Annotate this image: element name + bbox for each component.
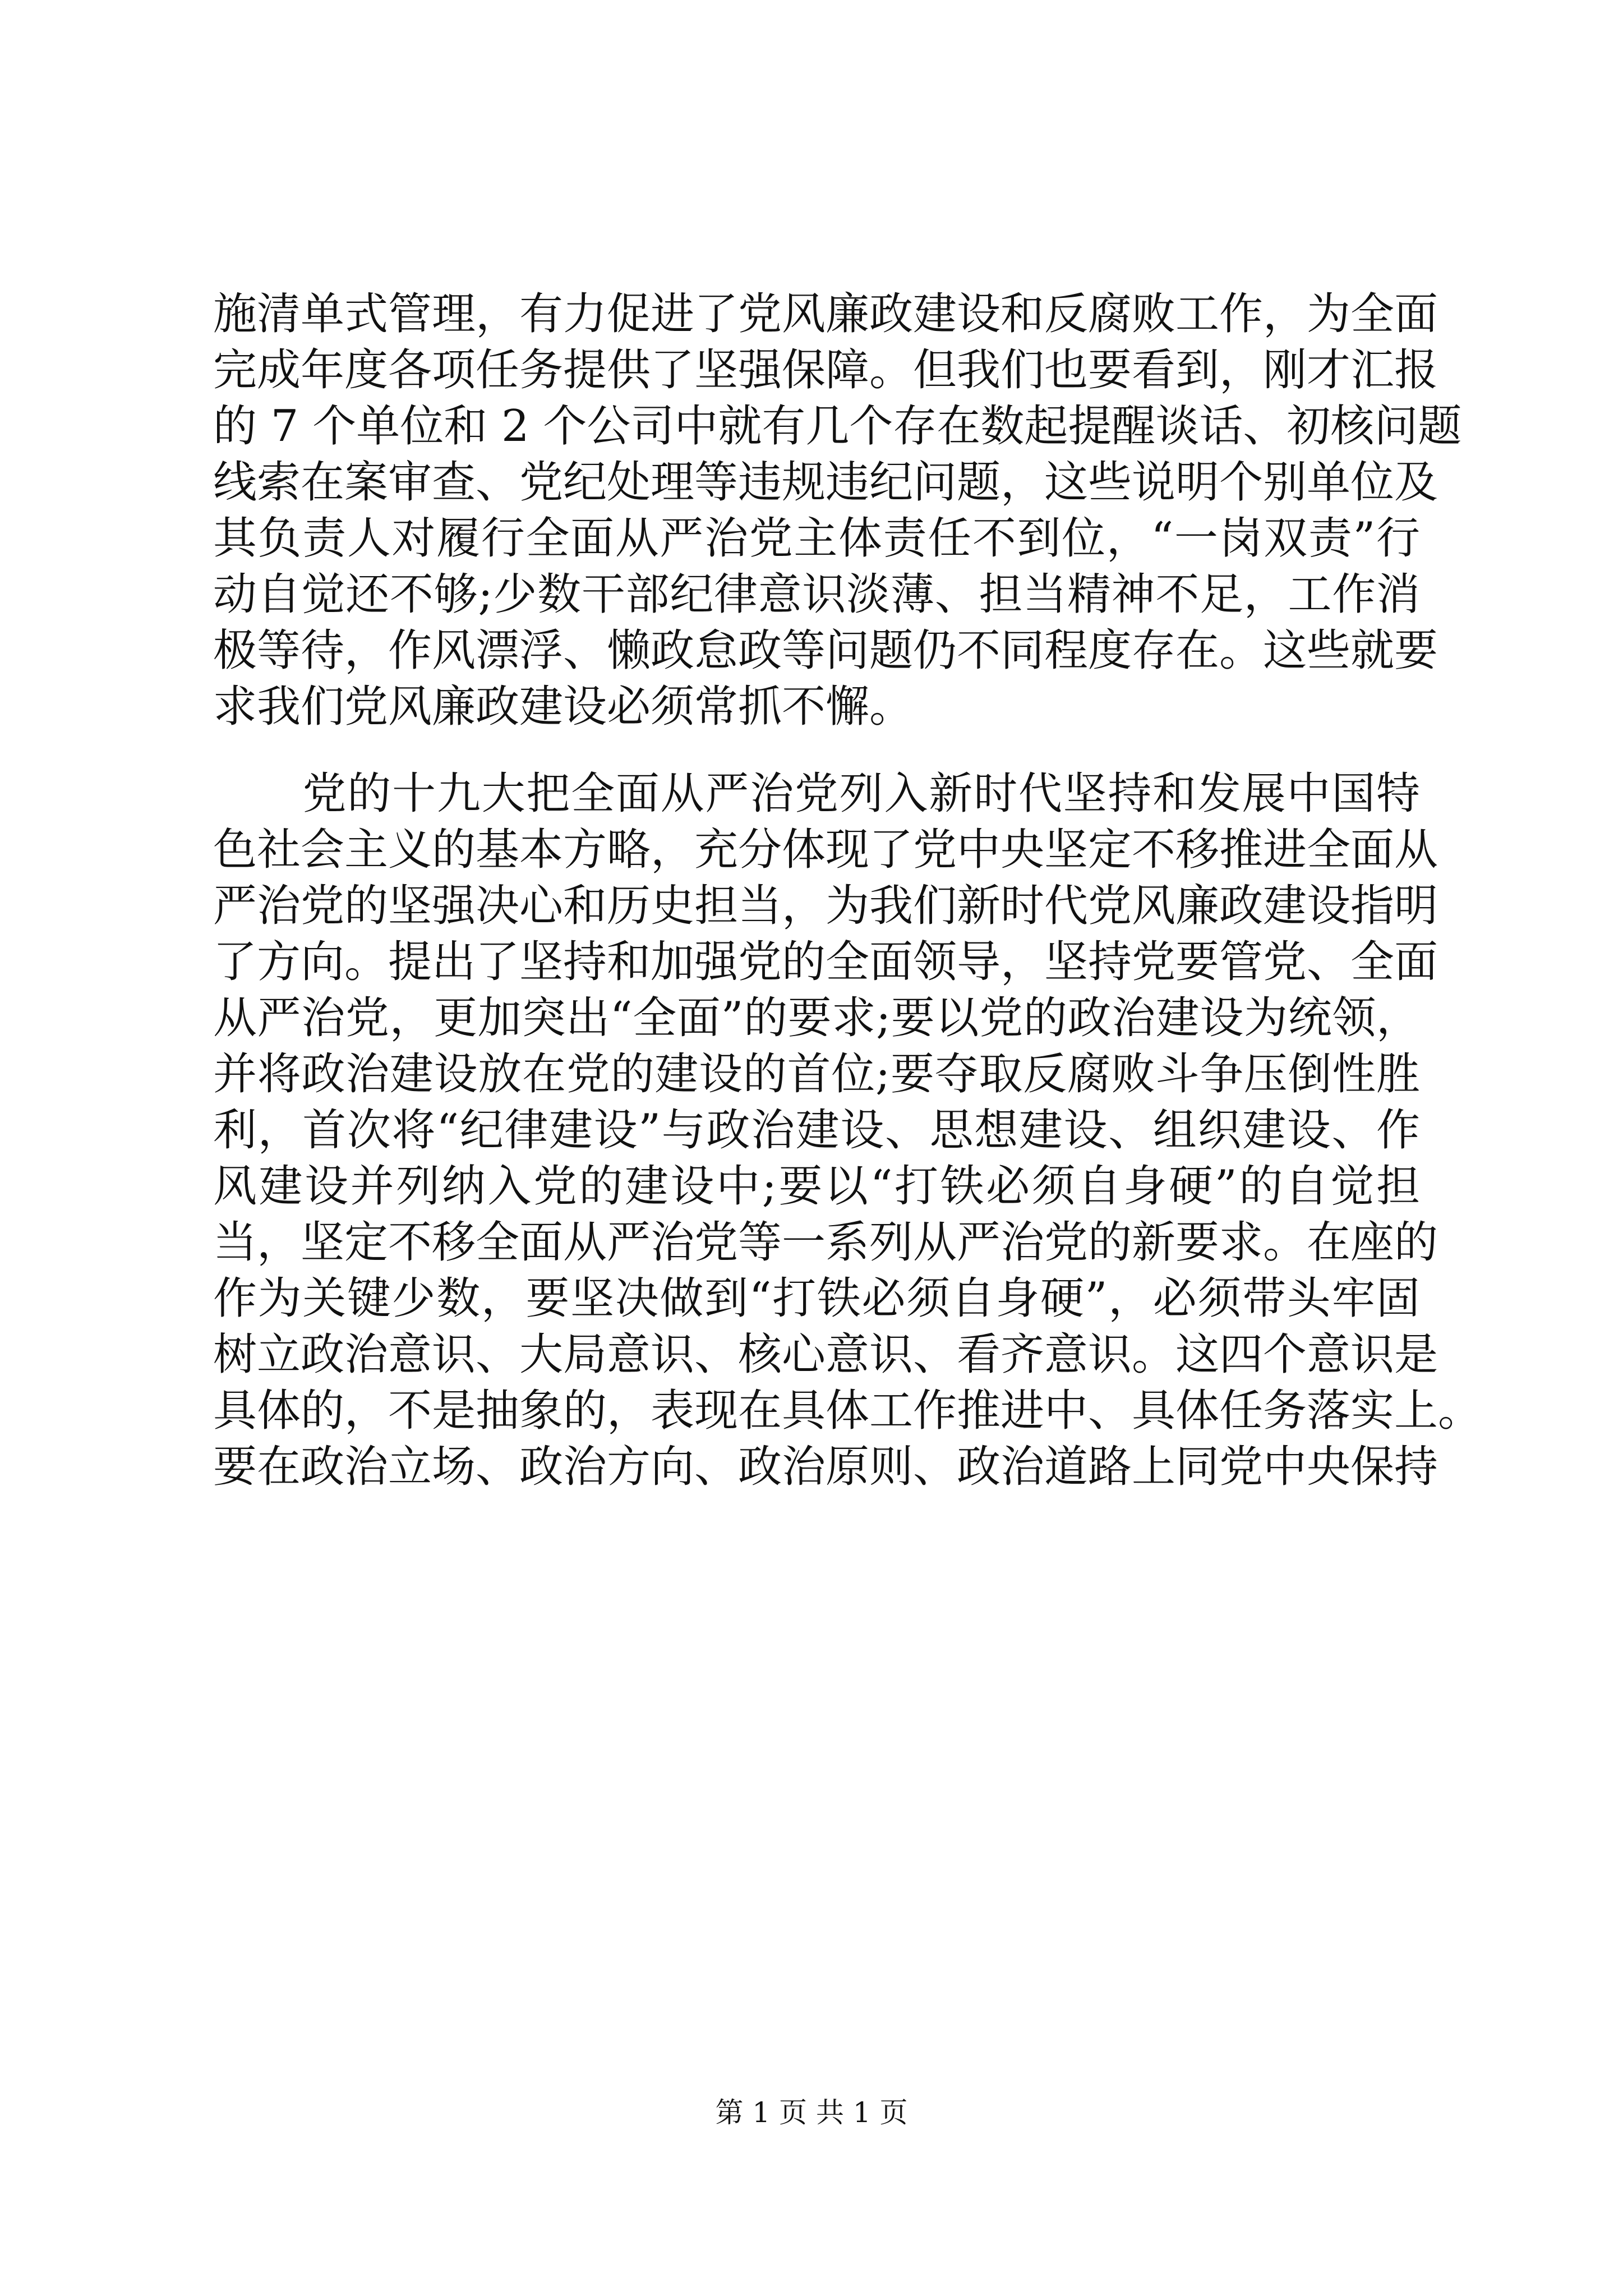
text-line: 从严治党，更加突出“全面”的要求;要以党的政治建设为统领， (213, 993, 1420, 1043)
text-line: 严治党的坚强决心和历史担当，为我们新时代党风廉政建设指明 (213, 881, 1438, 931)
text-line: 完成年度各项任务提供了坚强保障。但我们也要看到，刚才汇报 (213, 345, 1438, 395)
text-line: 风建设并列纳入党的建设中;要以“打铁必须自身硬”的自觉担 (213, 1161, 1420, 1212)
page-number-footer: 第 1 页 共 1 页 (715, 2096, 908, 2129)
text-line: 求我们党风廉政建设必须常抓不懈。 (213, 682, 914, 732)
text-line: 树立政治意识、大局意识、核心意识、看齐意识。这四个意识是 (213, 1329, 1438, 1380)
document-body (213, 286, 1482, 1495)
text-line: 当，坚定不移全面从严治党等一系列从严治党的新要求。在座的 (213, 1217, 1438, 1268)
text-line: 色社会主义的基本方略，充分体现了党中央坚定不移推进全面从 (213, 825, 1438, 875)
text-line: 要在政治立场、政治方向、政治原则、政治道路上同党中央保持 (213, 1442, 1438, 1492)
text-line: 动自觉还不够;少数干部纪律意识淡薄、担当精神不足，工作消 (213, 569, 1421, 620)
text-line: 线索在案审查、党纪处理等违规违纪问题，这些说明个别单位及 (213, 457, 1438, 508)
text-line: 作为关键少数，要坚决做到“打铁必须自身硬”，必须带头牢固 (213, 1273, 1420, 1324)
text-line: 利，首次将“纪律建设”与政治建设、思想建设、组织建设、作 (213, 1105, 1420, 1156)
text-line: 极等待，作风漂浮、懒政怠政等问题仍不同程度存在。这些就要 (213, 625, 1438, 676)
text-line: 其负责人对履行全面从严治党主体责任不到位，“一岗双责”行 (213, 513, 1420, 564)
text-line: 的 7 个单位和 2 个公司中就有几个存在数起提醒谈话、初核问题 (213, 401, 1462, 452)
text-line: 了方向。提出了坚持和加强党的全面领导，坚持党要管党、全面 (213, 937, 1438, 987)
text-line: 并将政治建设放在党的建设的首位;要夺取反腐败斗争压倒性胜 (213, 1049, 1420, 1099)
text-line: 施清单式管理，有力促进了党风廉政建设和反腐败工作，为全面 (213, 289, 1438, 339)
text-line: 党的十九大把全面从严治党列入新时代坚持和发展中国特 (213, 769, 1420, 819)
text-line: 具体的，不是抽象的，表现在具体工作推进中、具体任务落实上。 (213, 1386, 1482, 1436)
